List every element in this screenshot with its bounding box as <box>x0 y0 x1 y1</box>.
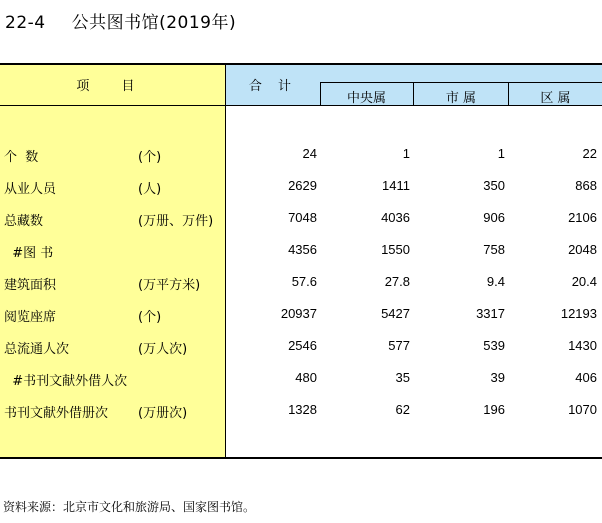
source-note: 资料来源：北京市文化和旅游局、国家图书馆。 <box>3 500 256 514</box>
table-row <box>0 274 602 294</box>
value-cell: 196 <box>483 402 505 417</box>
value-cell: 12193 <box>560 306 597 321</box>
row-label: 阅览座席 <box>4 310 57 325</box>
header-central: 中央属 <box>346 91 386 106</box>
value-cell: 1430 <box>568 338 597 353</box>
table-row <box>0 178 602 198</box>
value-cell: 20.4 <box>571 274 597 289</box>
value-cell: 1550 <box>381 242 410 257</box>
value-cell: 868 <box>575 178 597 193</box>
row-label: 个 数 <box>4 150 39 165</box>
row-unit: (万册、万件) <box>138 214 214 229</box>
row-label: #图 书 <box>4 246 54 261</box>
value-cell: 906 <box>483 210 505 225</box>
row-unit: (人) <box>138 182 162 197</box>
table-row <box>0 402 602 422</box>
value-cell: 1328 <box>288 402 317 417</box>
value-cell: 2048 <box>568 242 597 257</box>
value-cell: 406 <box>575 370 597 385</box>
row-unit: (万册次) <box>138 406 188 421</box>
table-row <box>0 210 602 230</box>
top-rule <box>0 63 602 65</box>
subheader-divider <box>320 82 602 83</box>
table-row <box>0 146 602 166</box>
value-cell: 3317 <box>476 306 505 321</box>
value-cell: 2106 <box>568 210 597 225</box>
header-municipal: 市 属 <box>445 91 477 106</box>
table-row <box>0 242 602 262</box>
table-title: 公共图书馆(2019年) <box>71 13 237 33</box>
value-cell: 5427 <box>381 306 410 321</box>
value-cell: 758 <box>483 242 505 257</box>
value-cell: 1 <box>497 146 505 161</box>
table-row <box>0 370 602 390</box>
value-cell: 22 <box>582 146 597 161</box>
row-label: 总藏数 <box>4 214 44 229</box>
row-unit: (万人次) <box>138 342 188 357</box>
row-unit: (个) <box>138 310 162 325</box>
row-label: 总流通人次 <box>4 342 70 357</box>
value-cell: 4356 <box>288 242 317 257</box>
row-unit: (万平方米) <box>138 278 201 293</box>
value-cell: 1 <box>402 146 410 161</box>
value-cell: 577 <box>388 338 410 353</box>
table-number: 22-4 <box>5 13 46 33</box>
value-cell: 2629 <box>288 178 317 193</box>
table-row <box>0 306 602 326</box>
value-cell: 39 <box>490 370 505 385</box>
row-label: #书刊文献外借人次 <box>4 374 128 389</box>
bottom-rule <box>0 457 602 459</box>
row-label: 建筑面积 <box>4 278 57 293</box>
value-cell: 1070 <box>568 402 597 417</box>
value-cell: 62 <box>395 402 410 417</box>
value-cell: 9.4 <box>486 274 505 289</box>
value-cell: 480 <box>295 370 317 385</box>
value-cell: 27.8 <box>384 274 410 289</box>
value-cell: 57.6 <box>291 274 317 289</box>
value-cell: 7048 <box>288 210 317 225</box>
value-cell: 539 <box>483 338 505 353</box>
value-cell: 350 <box>483 178 505 193</box>
row-unit: (个) <box>138 150 162 165</box>
header-total: 合 计 <box>248 79 298 94</box>
header-item: 项 目 <box>76 79 149 94</box>
row-label: 书刊文献外借册次 <box>4 406 109 421</box>
value-cell: 24 <box>302 146 317 161</box>
row-label: 从业人员 <box>4 182 57 197</box>
header-district: 区 属 <box>540 91 571 106</box>
value-cell: 1411 <box>382 178 410 193</box>
value-cell: 35 <box>395 370 410 385</box>
page-title <box>5 8 236 33</box>
value-cell: 4036 <box>381 210 410 225</box>
value-cell: 20937 <box>280 306 317 321</box>
value-cell: 2546 <box>288 338 317 353</box>
table-row <box>0 338 602 358</box>
